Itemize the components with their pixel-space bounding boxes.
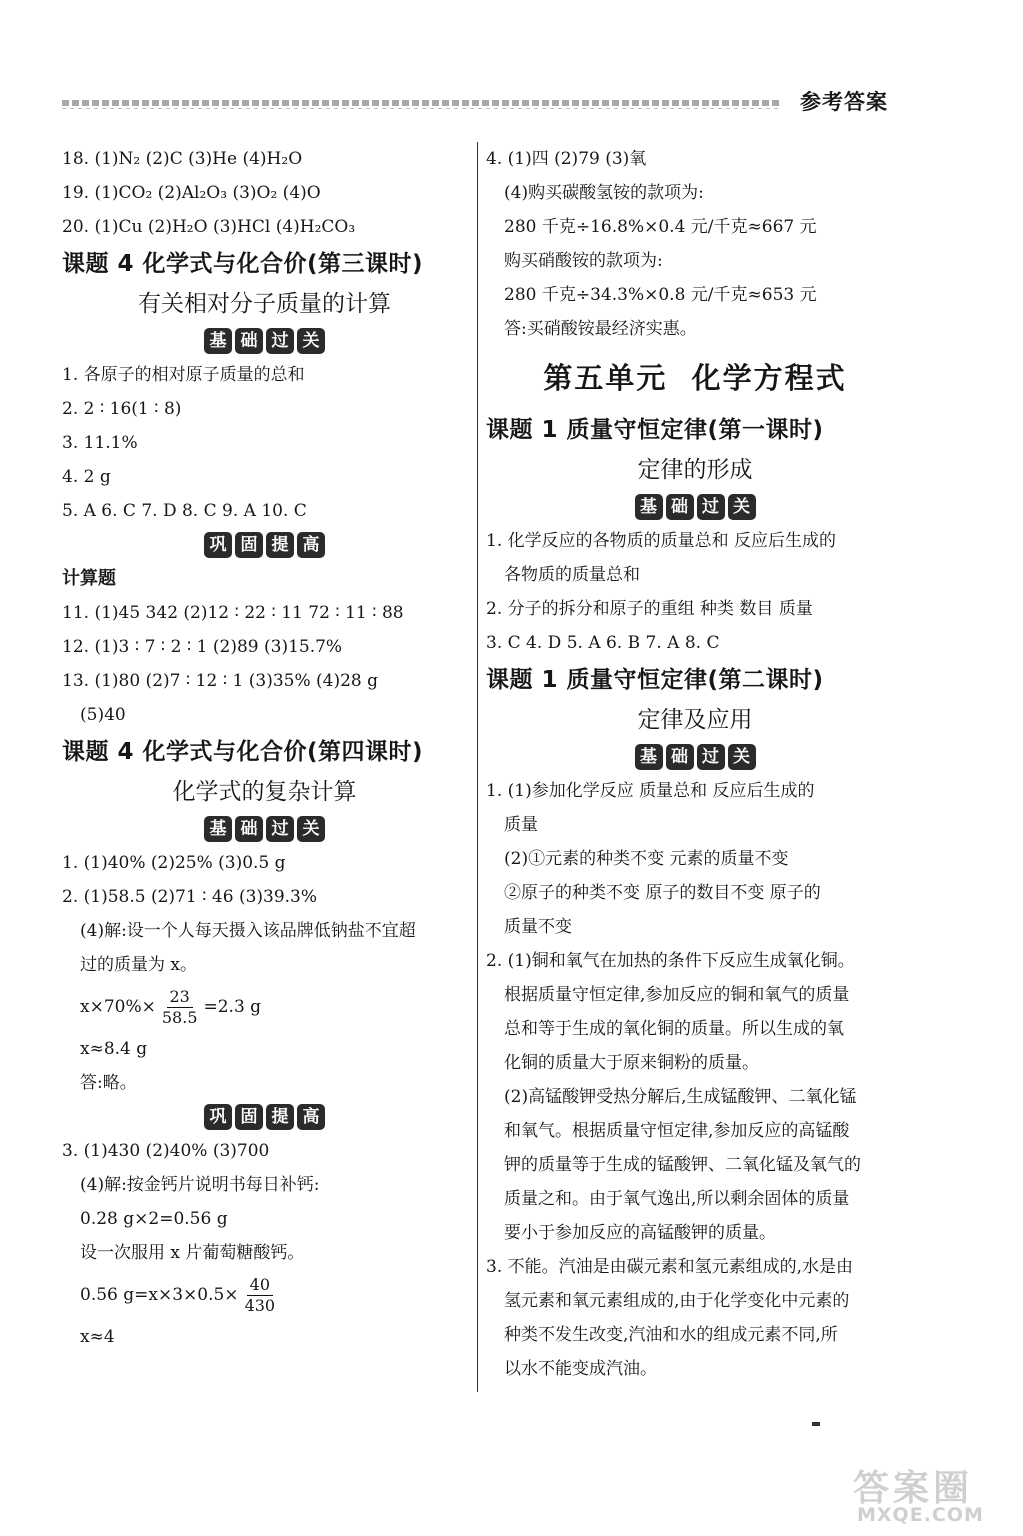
l4-answer-2-4b: 过的质量为 x。 (80, 955, 197, 975)
formula-1-left: x×70%× (80, 997, 156, 1017)
right-column (486, 142, 904, 1386)
formula-2-fraction (242, 1275, 279, 1316)
calc-heading: 计算题 (62, 568, 116, 589)
badge-char: 础 (666, 744, 694, 770)
badge-char: 高 (297, 532, 325, 558)
u5l2-answer-1e: 质量不变 (504, 917, 572, 937)
u5l2-answer-2h: 质量之和。由于氧气逸出,所以剩余固体的质量 (504, 1189, 850, 1209)
u5l2-answer-1d: ②原子的种类不变 原子的数目不变 原子的 (504, 883, 821, 903)
badge-char: 固 (235, 1104, 263, 1130)
u5l2-answer-1b: 质量 (504, 815, 538, 835)
badge-char: 基 (204, 328, 232, 354)
badge-char: 固 (235, 532, 263, 558)
lesson-4-title: 课题 4 化学式与化合价(第四课时) (62, 739, 424, 765)
u5-lesson-1-title: 课题 1 质量守恒定律(第一课时) (486, 417, 824, 443)
badge-char: 关 (297, 816, 325, 842)
answer-4-4d: 280 千克÷34.3%×0.8 元/千克≈653 元 (504, 285, 817, 305)
l4-answer-3-4b: 0.28 g×2=0.56 g (80, 1209, 228, 1229)
fraction-numerator: 23 (167, 987, 193, 1008)
header-title: 参考答案 (800, 90, 888, 114)
answer-4-4b: 280 千克÷16.8%×0.4 元/千克≈667 元 (504, 217, 817, 237)
formula-1-right: =2.3 g (203, 997, 262, 1017)
formula-1-fraction (159, 987, 201, 1028)
l4-answer-2-4a: (4)解:设一个人每天摄入该品牌低钠盐不宜超 (80, 921, 416, 941)
u5l2-answer-1a: 1. (1)参加化学反应 质量总和 反应后生成的 (486, 781, 815, 801)
badge-char: 基 (635, 744, 663, 770)
badge-char: 高 (297, 1104, 325, 1130)
u5l1-answer-2: 2. 分子的拆分和原子的重组 种类 数目 质量 (486, 599, 813, 619)
l3-answer-4: 4. 2 g (62, 467, 111, 487)
badge-char: 关 (728, 744, 756, 770)
badge-char: 关 (728, 494, 756, 520)
u5l2-answer-3c: 种类不发生改变,汽油和水的组成元素不同,所 (504, 1325, 838, 1345)
badge-char: 提 (266, 1104, 294, 1130)
u5l2-answer-1c: (2)①元素的种类不变 元素的质量不变 (504, 849, 789, 869)
u5-lesson-2-title: 课题 1 质量守恒定律(第二课时) (486, 667, 824, 693)
u5l2-answer-2c: 总和等于生成的氧化铜的质量。所以生成的氧 (504, 1019, 844, 1039)
u5l1-answer-1b: 各物质的质量总和 (504, 565, 640, 585)
answer-18: 18. (1)N₂ (2)C (3)He (4)H₂O (62, 149, 303, 169)
answer-4-4a: (4)购买碳酸氢铵的款项为: (504, 183, 704, 203)
l4-answer-3: 3. (1)430 (2)40% (3)700 (62, 1141, 270, 1161)
badge-improve-1 (62, 532, 467, 558)
fraction-denominator: 58.5 (161, 1007, 198, 1027)
l4-formula-2-result: x≈4 (80, 1327, 115, 1347)
l3-answer-3: 3. 11.1% (62, 433, 138, 453)
l3-answer-13-part5: (5)40 (80, 705, 126, 725)
u5l1-answers-3-8: 3. C 4. D 5. A 6. B 7. A 8. C (486, 633, 720, 653)
answer-4-4e: 答:买硝酸铵最经济实惠。 (504, 319, 697, 339)
lesson-3-subtitle: 有关相对分子质量的计算 (138, 291, 391, 317)
l3-answers-5-10: 5. A 6. C 7. D 8. C 9. A 10. C (62, 501, 307, 521)
l3-answer-11: 11. (1)45 342 (2)12 ∶ 22 ∶ 11 72 ∶ 11 ∶ 88 (62, 603, 404, 623)
u5l2-answer-2b: 根据质量守恒定律,参加反应的铜和氧气的质量 (504, 985, 850, 1005)
u5l1-answer-1a: 1. 化学反应的各物质的质量总和 反应后生成的 (486, 531, 837, 551)
lesson-3-title: 课题 4 化学式与化合价(第三课时) (62, 251, 424, 277)
watermark-logo (845, 1460, 1005, 1530)
answer-20: 20. (1)Cu (2)H₂O (3)HCl (4)H₂CO₃ (62, 217, 356, 237)
l4-formula-1-result: x≈8.4 g (80, 1039, 148, 1059)
l4-formula-1 (62, 982, 467, 1032)
u5l2-answer-2i: 要小于参加反应的高锰酸钾的质量。 (504, 1223, 776, 1243)
badge-char: 过 (697, 744, 725, 770)
l3-answer-2: 2. 2 ∶ 16(1 ∶ 8) (62, 399, 182, 419)
l3-answer-12: 12. (1)3 ∶ 7 ∶ 2 ∶ 1 (2)89 (3)15.7% (62, 637, 343, 657)
badge-basic-4 (486, 744, 904, 770)
u5l2-answer-3a: 3. 不能。汽油是由碳元素和氢元素组成的,水是由 (486, 1257, 854, 1277)
badge-basic-2 (62, 816, 467, 842)
left-column (62, 142, 467, 1354)
watermark-text: 答案圈 (853, 1468, 974, 1509)
badge-char: 础 (235, 328, 263, 354)
badge-char: 础 (235, 816, 263, 842)
u5l2-answer-2e: (2)高锰酸钾受热分解后,生成锰酸钾、二氧化锰 (504, 1087, 857, 1107)
lesson-4-subtitle: 化学式的复杂计算 (172, 779, 357, 805)
badge-char: 巩 (204, 532, 232, 558)
l4-formula-2 (62, 1270, 467, 1320)
badge-char: 关 (297, 328, 325, 354)
u5l2-answer-2a: 2. (1)铜和氧气在加热的条件下反应生成氧化铜。 (486, 951, 855, 971)
u5l2-answer-2g: 钾的质量等于生成的锰酸钾、二氧化锰及氧气的 (504, 1155, 861, 1175)
l3-answer-1: 1. 各原子的相对原子质量的总和 (62, 365, 305, 385)
u5l2-answer-3b: 氢元素和氧元素组成的,由于化学变化中元素的 (504, 1291, 850, 1311)
answer-19: 19. (1)CO₂ (2)Al₂O₃ (3)O₂ (4)O (62, 183, 321, 203)
watermark-url: MXQE.COM (857, 1504, 984, 1526)
l4-answer-2: 2. (1)58.5 (2)71 ∶ 46 (3)39.3% (62, 887, 318, 907)
badge-basic-3 (486, 494, 904, 520)
u5-lesson-1-subtitle: 定律的形成 (637, 457, 753, 483)
fraction-numerator: 40 (247, 1275, 273, 1296)
l4-answer-1: 1. (1)40% (2)25% (3)0.5 g (62, 853, 286, 873)
l4-answer-3-4c: 设一次服用 x 片葡萄糖酸钙。 (80, 1243, 305, 1263)
badge-char: 过 (266, 328, 294, 354)
page-mark (812, 1422, 820, 1426)
l4-answer-note: 答:略。 (80, 1073, 137, 1093)
badge-char: 巩 (204, 1104, 232, 1130)
u5l2-answer-3d: 以水不能变成汽油。 (504, 1359, 657, 1379)
badge-basic-1 (62, 328, 467, 354)
fraction-denominator: 430 (244, 1295, 276, 1315)
badge-char: 过 (266, 816, 294, 842)
u5-lesson-2-subtitle: 定律及应用 (637, 707, 753, 733)
badge-char: 基 (635, 494, 663, 520)
u5l2-answer-2d: 化铜的质量大于原来铜粉的质量。 (504, 1053, 759, 1073)
badge-improve-2 (62, 1104, 467, 1130)
header-dashed-rule (62, 100, 780, 106)
answer-4: 4. (1)四 (2)79 (3)氧 (486, 149, 647, 169)
column-divider (477, 142, 478, 1392)
badge-char: 提 (266, 532, 294, 558)
answer-4-4c: 购买硝酸铵的款项为: (504, 251, 663, 271)
badge-char: 基 (204, 816, 232, 842)
u5l2-answer-2f: 和氧气。根据质量守恒定律,参加反应的高锰酸 (504, 1121, 850, 1141)
formula-2-left: 0.56 g=x×3×0.5× (80, 1285, 239, 1305)
l4-answer-3-4a: (4)解:按金钙片说明书每日补钙: (80, 1175, 320, 1195)
badge-char: 过 (697, 494, 725, 520)
l3-answer-13: 13. (1)80 (2)7 ∶ 12 ∶ 1 (3)35% (4)28 g (62, 671, 379, 691)
badge-char: 础 (666, 494, 694, 520)
unit-5-title: 第五单元 化学方程式 (543, 361, 847, 395)
